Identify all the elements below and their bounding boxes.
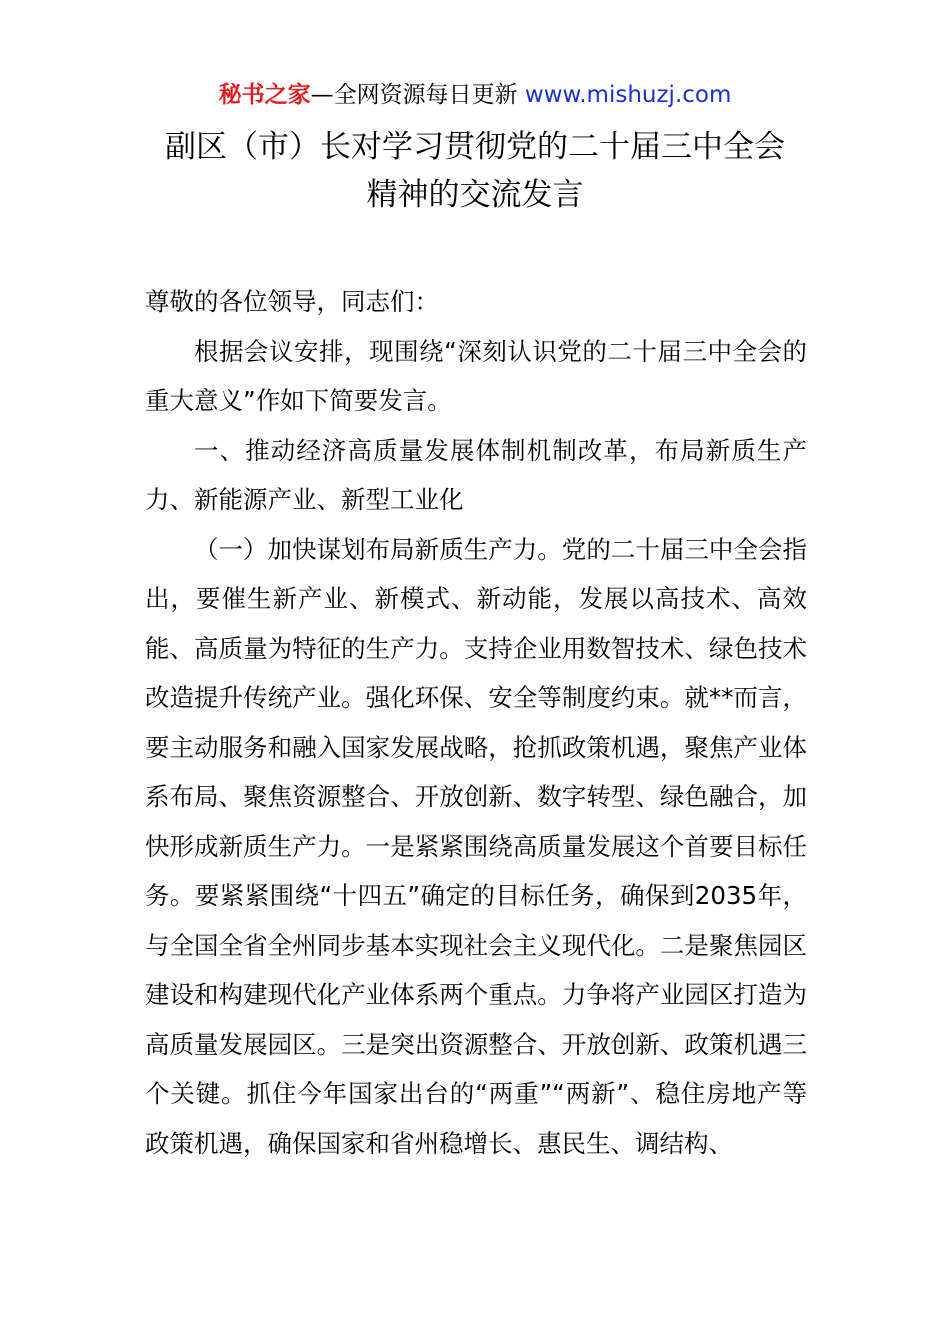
paragraph-intro: 根据会议安排，现围绕“深刻认识党的二十届三中全会的重大意义”作如下简要发言。 bbox=[145, 336, 807, 415]
document-title-line-1: 副区（市）长对学习贯彻党的二十届三中全会 bbox=[165, 129, 785, 165]
site-banner bbox=[0, 78, 950, 112]
banner-tagline: —全网资源每日更新 bbox=[310, 82, 525, 108]
banner-url[interactable]: www.mishuzj.com bbox=[524, 82, 732, 108]
section-heading-1: 一、推动经济高质量发展体制机制改革，布局新质生产力、新能源产业、新型工业化 bbox=[145, 435, 807, 514]
document-body bbox=[145, 277, 807, 1168]
banner-brand: 秘书之家 bbox=[218, 82, 311, 108]
document-title-line-2: 精神的交流发言 bbox=[366, 177, 584, 213]
paragraph-subsection-1: （一）加快谋划布局新质生产力。党的二十届三中全会指出，要催生新产业、新模式、新动能，发展以高技术、高效能、高质量为特征的生产力。支持企业用数智技术、绿色技术改造提升传统产业。强化环保、安全等制度约束。就**而言，要主动服务和融入国家发展战略，抢抓政策机遇，聚焦产业体系布局、聚焦资源整合、开放创新、数字转型、绿色融合，加快形成新质生产力。一是紧紧围绕高质量发展这个首要目标任务。要紧紧围绕“十四五”确定的目标任务，确保到2035年，与全国全省全州同步基本实现社会主义现代化。二是聚焦园区建设和构建现代化产业体系两个重点。力争将产业园区打造为高质量发展园区。三是突出资源整合、开放创新、政策机遇三个关键。抓住今年国家出台的“两重”“两新”、稳住房地产等政策机遇，确保国家和省州稳增长、惠民生、调结构、 bbox=[145, 534, 807, 1158]
salutation: 尊敬的各位领导，同志们： bbox=[145, 287, 439, 316]
